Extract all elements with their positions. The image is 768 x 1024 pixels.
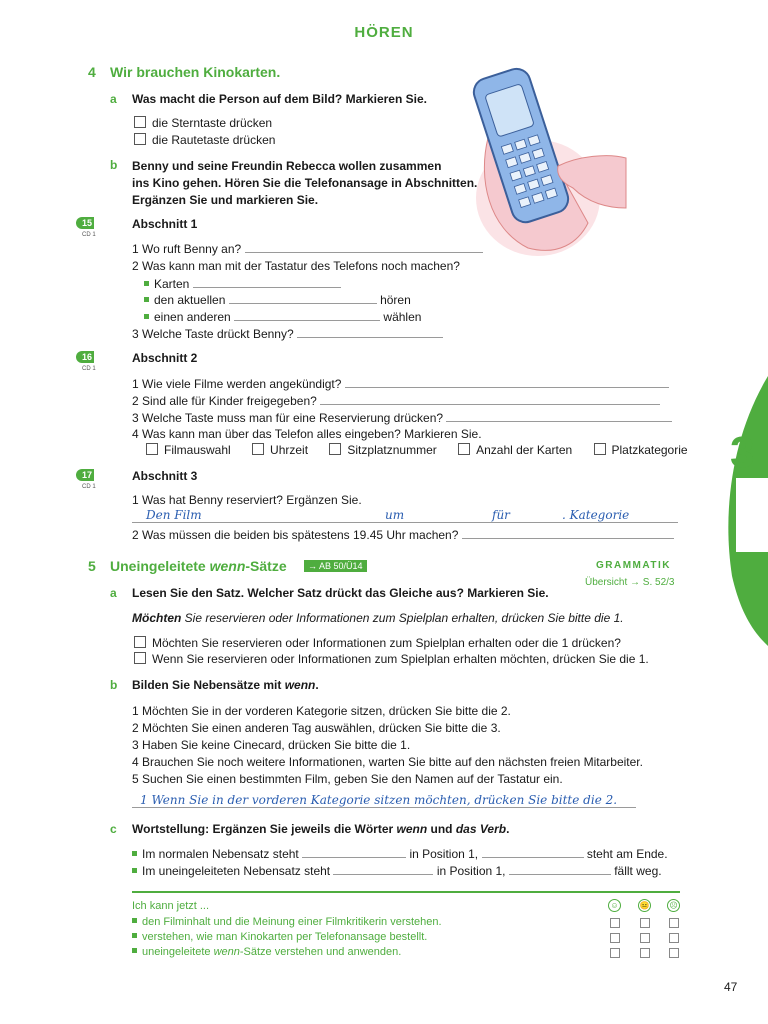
task5a-example: Möchten Sie reservieren oder Informationen zum Spielplan erhalten, drücken Sie bitte die 1. <box>132 611 624 625</box>
divider <box>132 891 680 893</box>
answer-line[interactable] <box>320 393 660 405</box>
abschnitt3-q1: 1 Was hat Benny reserviert? Ergänzen Sie. <box>132 493 362 507</box>
checkbox[interactable] <box>252 443 264 455</box>
abschnitt3-q2: 2 Was müssen die beiden bis spätestens 19.45 Uhr machen? <box>132 527 674 542</box>
checkbox[interactable] <box>146 443 158 455</box>
answer-line[interactable] <box>234 309 380 321</box>
answer-line[interactable] <box>297 326 443 338</box>
task5a-option-2: Wenn Sie reservieren oder Informationen zum Spielplan erhalten möchten, drücken Sie die 1. <box>134 652 649 666</box>
handwritten-answer: für <box>492 508 510 522</box>
answer-line[interactable] <box>446 410 672 422</box>
self-assessment-checkbox[interactable] <box>669 948 679 958</box>
page-header: HÖREN <box>354 24 414 41</box>
task4-title: Wir brauchen Kinokarten. <box>110 64 281 80</box>
checkbox[interactable] <box>134 652 146 664</box>
cd-track-badge[interactable]: 15 <box>76 217 94 229</box>
abschnitt1-bullet1: Karten <box>144 276 341 291</box>
answer-line[interactable] <box>132 807 636 808</box>
task5a-option-1: Möchten Sie reservieren oder Informationen zum Spielplan erhalten oder die 1 drücken? <box>134 636 621 650</box>
abschnitt2-q2: 2 Sind alle für Kinder freigegeben? <box>132 393 660 408</box>
abschnitt2-q3: 3 Welche Taste muss man für eine Reservierung drücken? <box>132 410 672 425</box>
task4a-instruction: Was macht die Person auf dem Bild? Markieren Sie. <box>132 92 427 106</box>
self-assessment-checkbox[interactable] <box>640 918 650 928</box>
task5a-letter: a <box>110 586 117 600</box>
handwritten-answer: 1 Wenn Sie in der vorderen Kategorie sitzen möchten, drücken Sie bitte die 2. <box>140 793 618 807</box>
task4b-letter: b <box>110 158 118 172</box>
self-assessment-checkbox[interactable] <box>640 933 650 943</box>
uebersicht-link[interactable]: Übersicht → S. 52/3 <box>585 577 675 588</box>
abschnitt1-q3: 3 Welche Taste drückt Benny? <box>132 326 443 341</box>
task4a-letter: a <box>110 92 117 106</box>
abschnitt2-title: Abschnitt 2 <box>132 351 198 365</box>
task5c-line2: Im uneingeleiteten Nebensatz steht in Position 1, fällt weg. <box>132 863 662 878</box>
task4a-option-1: die Sterntaste drücken <box>134 116 272 130</box>
cd-label: CD 1 <box>82 366 96 372</box>
ichkann-item: uneingeleitete wenn-Sätze verstehen und anwenden. <box>132 946 401 958</box>
handwritten-answer: Den Film <box>146 508 202 522</box>
handwritten-answer: . Kategorie <box>562 508 630 522</box>
answer-line[interactable] <box>132 522 678 523</box>
checkbox[interactable] <box>329 443 341 455</box>
checkbox[interactable] <box>458 443 470 455</box>
cd-track-badge[interactable]: 17 <box>76 469 94 481</box>
task5c-letter: c <box>110 822 117 836</box>
ichkann-item: den Filminhalt und die Meinung einer Filmkritikerin verstehen. <box>132 916 442 928</box>
task5b-items <box>132 703 643 788</box>
answer-line[interactable] <box>509 863 611 875</box>
checkbox[interactable] <box>134 636 146 648</box>
task5b-letter: b <box>110 678 118 692</box>
self-assessment-checkbox[interactable] <box>640 948 650 958</box>
self-assessment-checkbox[interactable] <box>669 918 679 928</box>
arbeitsbuch-reference[interactable]: → AB 50/Ü14 <box>304 560 367 572</box>
page-number: 47 <box>724 980 738 994</box>
task5-number: 5 <box>88 558 96 574</box>
chapter-tab <box>722 376 768 646</box>
task5b-instruction: Bilden Sie Nebensätze mit wenn. <box>132 678 319 692</box>
cd-label: CD 1 <box>82 232 96 238</box>
answer-line[interactable] <box>462 527 674 539</box>
answer-line[interactable] <box>193 276 341 288</box>
phone-illustration <box>468 58 628 258</box>
abschnitt1-bullet3: einen anderen wählen <box>144 309 421 324</box>
abschnitt3-title: Abschnitt 3 <box>132 469 198 483</box>
self-assessment-checkbox[interactable] <box>610 933 620 943</box>
abschnitt1-title: Abschnitt 1 <box>132 217 198 231</box>
smiley-happy-icon: ☺ <box>608 899 621 912</box>
self-assessment-checkbox[interactable] <box>669 933 679 943</box>
list-item: 1 Möchten Sie in der vorderen Kategorie sitzen, drücken Sie bitte die 2. <box>132 704 511 718</box>
abschnitt1-bullet2: den aktuellen hören <box>144 292 411 307</box>
task5c-line1: Im normalen Nebensatz steht in Position 1, steht am Ende. <box>132 846 668 861</box>
task5a-instruction: Lesen Sie den Satz. Welcher Satz drückt das Gleiche aus? Markieren Sie. <box>132 586 549 600</box>
answer-line[interactable] <box>482 846 584 858</box>
cd-track-badge[interactable]: 16 <box>76 351 94 363</box>
abschnitt1-q1: 1 Wo ruft Benny an? <box>132 241 483 256</box>
answer-line[interactable] <box>245 241 483 253</box>
abschnitt2-options: Filmauswahl Uhrzeit Sitzplatznummer Anzahl der Karten Platzkategorie <box>146 443 688 457</box>
smiley-neutral-icon: 😐 <box>639 901 650 910</box>
checkbox[interactable] <box>134 133 146 145</box>
chapter-number: 3 <box>730 428 755 477</box>
list-item: 3 Haben Sie keine Cinecard, drücken Sie bitte die 1. <box>132 738 411 752</box>
list-item: 2 Möchten Sie einen anderen Tag auswählen, drücken Sie bitte die 3. <box>132 721 501 735</box>
abschnitt2-q4: 4 Was kann man über das Telefon alles eingeben? Markieren Sie. <box>132 427 482 441</box>
smiley-sad-icon: ☹ <box>667 899 680 912</box>
abschnitt2-q1: 1 Wie viele Filme werden angekündigt? <box>132 376 669 391</box>
handwritten-answer: um <box>385 508 405 522</box>
self-assessment-checkbox[interactable] <box>610 948 620 958</box>
grammatik-label: GRAMMATIK <box>596 560 671 571</box>
self-assessment-checkbox[interactable] <box>610 918 620 928</box>
abschnitt1-q2: 2 Was kann man mit der Tastatur des Telefons noch machen? <box>132 259 460 273</box>
answer-line[interactable] <box>229 292 377 304</box>
task5-title: Uneingeleitete wenn-Sätze <box>110 558 287 574</box>
list-item: 4 Brauchen Sie noch weitere Informationen, warten Sie bitte auf den nächsten freien Mitarbeiter. <box>132 755 643 769</box>
task5c-instruction: Wortstellung: Ergänzen Sie jeweils die Wörter wenn und das Verb. <box>132 822 510 836</box>
checkbox[interactable] <box>594 443 606 455</box>
list-item: 5 Suchen Sie einen bestimmten Film, geben Sie den Namen auf der Tastatur ein. <box>132 772 563 786</box>
cd-label: CD 1 <box>82 484 96 490</box>
ichkann-item: verstehen, wie man Kinokarten per Telefonansage bestellt. <box>132 931 427 943</box>
answer-line[interactable] <box>345 376 669 388</box>
task4a-option-2: die Rautetaste drücken <box>134 133 275 147</box>
answer-line[interactable] <box>302 846 406 858</box>
task4b-instruction: Benny und seine Freundin Rebecca wollen zusammen ins Kino gehen. Hören Sie die Telefonansage in Abschnitten. Ergänzen Sie und markieren Sie. <box>132 159 478 207</box>
answer-line[interactable] <box>333 863 433 875</box>
ichkann-title: Ich kann jetzt ... <box>132 900 210 912</box>
checkbox[interactable] <box>134 116 146 128</box>
task4-number: 4 <box>88 64 96 80</box>
